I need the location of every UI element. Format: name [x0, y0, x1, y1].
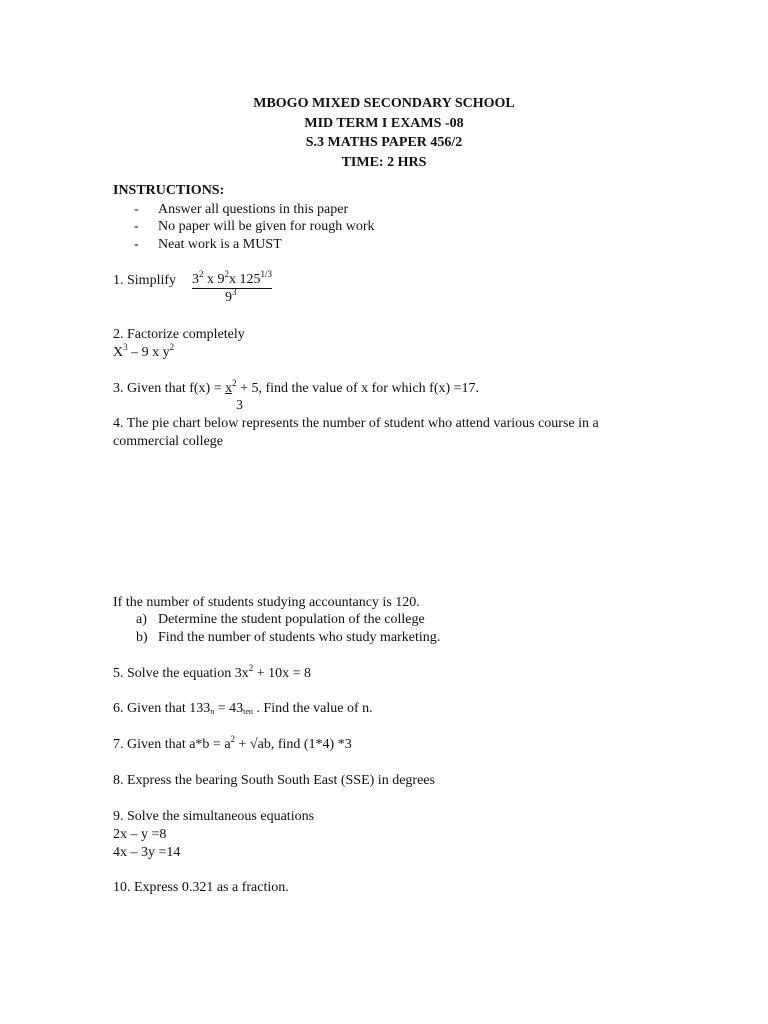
part-marker: b) — [136, 630, 148, 645]
q4-part-b: Find the number of students who study marketing. — [158, 630, 441, 645]
exam-header — [0, 94, 768, 172]
question-7: 7. Given that $a*b = a^2 + √ab$, find (1*4) *3 — [113, 734, 352, 752]
part-marker: a) — [136, 612, 147, 627]
question-5: 5. Solve the equation $3x^2 + 10x = 8$ — [113, 663, 311, 681]
question-10: 10. Express 0.321 as a fraction. — [113, 880, 289, 895]
question-6: 6. Given that $133_n = 43_{ten}$ . Find the value of n. — [113, 701, 373, 716]
q1-denominator: $9^3$ — [225, 287, 237, 305]
q3-text: 3. Given that $f(x) = x^2 + 5$, find the value of x for which f(x) =17. — [113, 378, 480, 396]
q9-text: 9. Solve the simultaneous equations — [113, 809, 315, 824]
q2-text: 2. Factorize completely — [113, 327, 245, 342]
paper-title: S.3 MATHS PAPER 456/2 — [305, 135, 463, 150]
q4-text: 4. The pie chart below represents the number of student who attend various course in a — [113, 416, 599, 431]
q9-equation-2: 4x – 3y =14 — [113, 845, 181, 860]
exam-title: MID TERM I EXAMS -08 — [304, 115, 464, 131]
q2-expression: $X^3 - 9$ x $y^2$ — [113, 342, 175, 360]
bullet-dash: - — [134, 237, 139, 252]
q1-numerator: $3^2$ x $9^2x$ $125^{1/3}$ — [192, 269, 273, 287]
bullet-dash: - — [134, 202, 139, 217]
question-8: 8. Express the bearing South South East (SSE) in degrees — [113, 773, 435, 788]
q3-denominator: 3 — [236, 398, 243, 413]
instruction-item: Neat work is a MUST — [158, 237, 282, 252]
instruction-item: Answer all questions in this paper — [158, 202, 349, 217]
q4-part-a: Determine the student population of the college — [158, 612, 425, 627]
instruction-item: No paper will be given for rough work — [158, 219, 375, 234]
q4-text-continued: commercial college — [113, 434, 223, 449]
q1-prefix: 1. Simplify — [113, 273, 177, 288]
exam-time: TIME: 2 HRS — [341, 154, 427, 170]
bullet-dash: - — [134, 219, 139, 234]
q9-equation-1: 2x – y =8 — [113, 827, 167, 842]
school-name: MBOGO MIXED SECONDARY SCHOOL — [253, 96, 515, 111]
instructions-title: INSTRUCTIONS: — [113, 183, 225, 198]
q4-lead: If the number of students studying accountancy is 120. — [113, 595, 420, 610]
